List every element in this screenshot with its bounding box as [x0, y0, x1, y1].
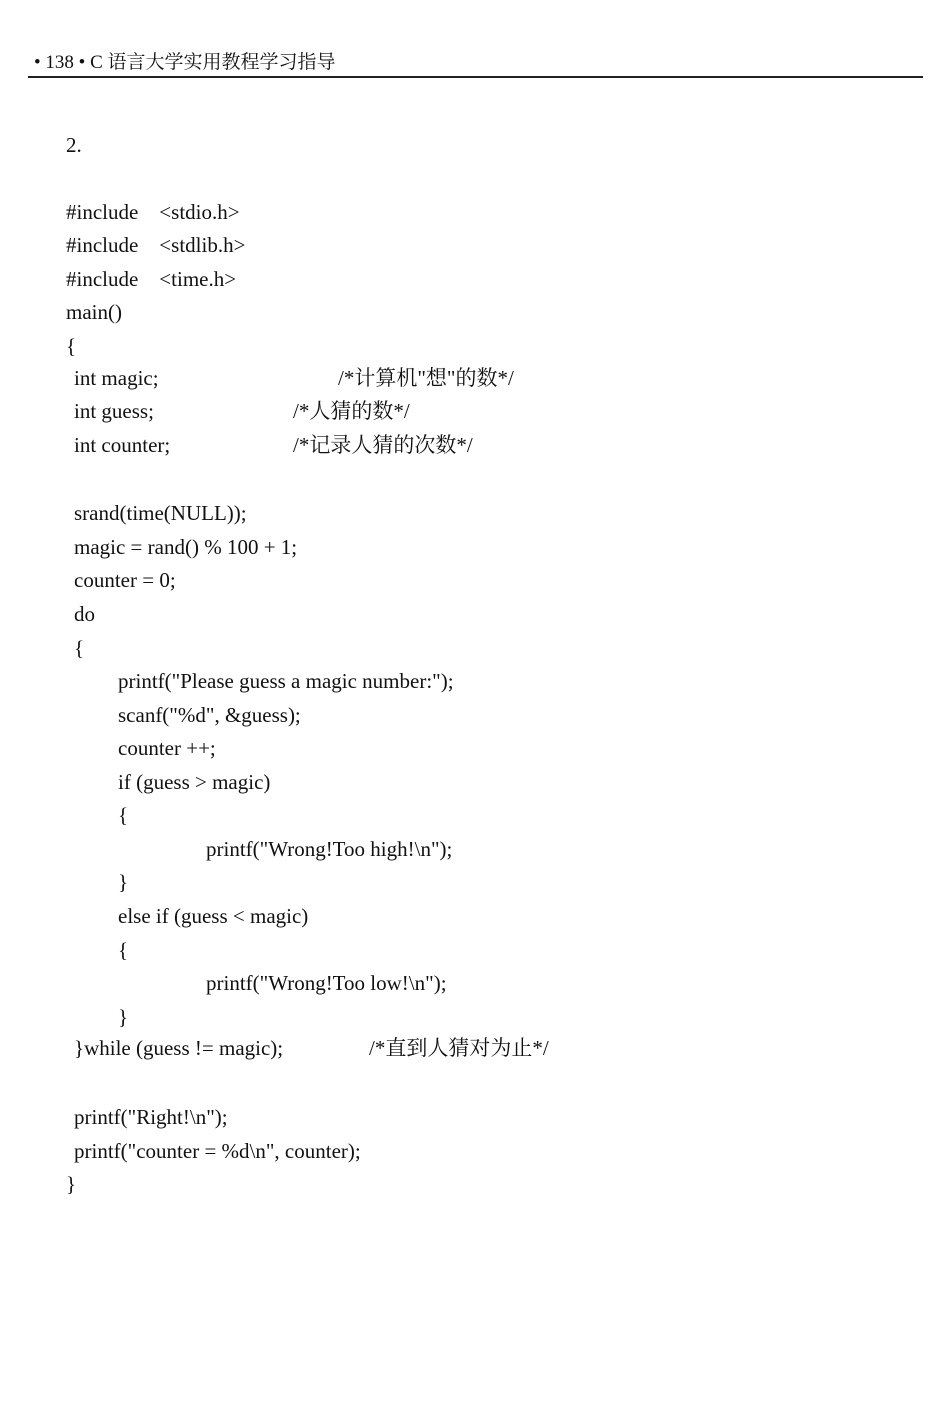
- code-line: {: [118, 938, 129, 962]
- page-header: [28, 50, 923, 78]
- code-comment: /*人猜的数*/: [293, 399, 410, 423]
- code-line: {: [118, 803, 129, 827]
- code-line: int counter;: [74, 433, 171, 457]
- code-line: {: [66, 334, 77, 358]
- header-text: [34, 52, 336, 74]
- code-line: scanf("%d", &guess);: [118, 703, 301, 727]
- book-title: C 语言大学实用教程学习指导: [90, 52, 336, 73]
- code-line: }while (guess != magic);: [74, 1036, 284, 1060]
- code-line: }: [118, 1005, 129, 1029]
- code-line: printf("Wrong!Too low!\n");: [206, 971, 447, 995]
- code-line: {: [74, 636, 85, 660]
- code-line: printf("Please guess a magic number:");: [118, 669, 454, 693]
- code-line: #include <stdlib.h>: [66, 233, 246, 257]
- code-line: #include <time.h>: [66, 267, 237, 291]
- code-line: }: [66, 1172, 77, 1196]
- code-line: counter ++;: [118, 736, 216, 760]
- code-line: counter = 0;: [74, 568, 176, 592]
- code-line: else if (guess < magic): [118, 904, 309, 928]
- code-line: #include <stdio.h>: [66, 200, 240, 224]
- code-comment: /*计算机"想"的数*/: [338, 366, 514, 390]
- code-line: printf("Right!\n");: [74, 1105, 228, 1129]
- code-line: do: [74, 602, 95, 626]
- code-line: srand(time(NULL));: [74, 501, 247, 525]
- code-line: int guess;: [74, 399, 154, 423]
- code-line: }: [118, 870, 129, 894]
- code-line: printf("Wrong!Too high!\n");: [206, 837, 453, 861]
- code-comment: /*直到人猜对为止*/: [369, 1036, 549, 1060]
- code-line: printf("counter = %d\n", counter);: [74, 1139, 361, 1163]
- code-line: if (guess > magic): [118, 770, 271, 794]
- code-line: magic = rand() % 100 + 1;: [74, 535, 298, 559]
- code-line: main(): [66, 300, 122, 324]
- section-number: 2.: [66, 133, 82, 157]
- page-number: • 138 •: [34, 52, 86, 73]
- code-line: int magic;: [74, 366, 159, 390]
- code-comment: /*记录人猜的次数*/: [293, 433, 473, 457]
